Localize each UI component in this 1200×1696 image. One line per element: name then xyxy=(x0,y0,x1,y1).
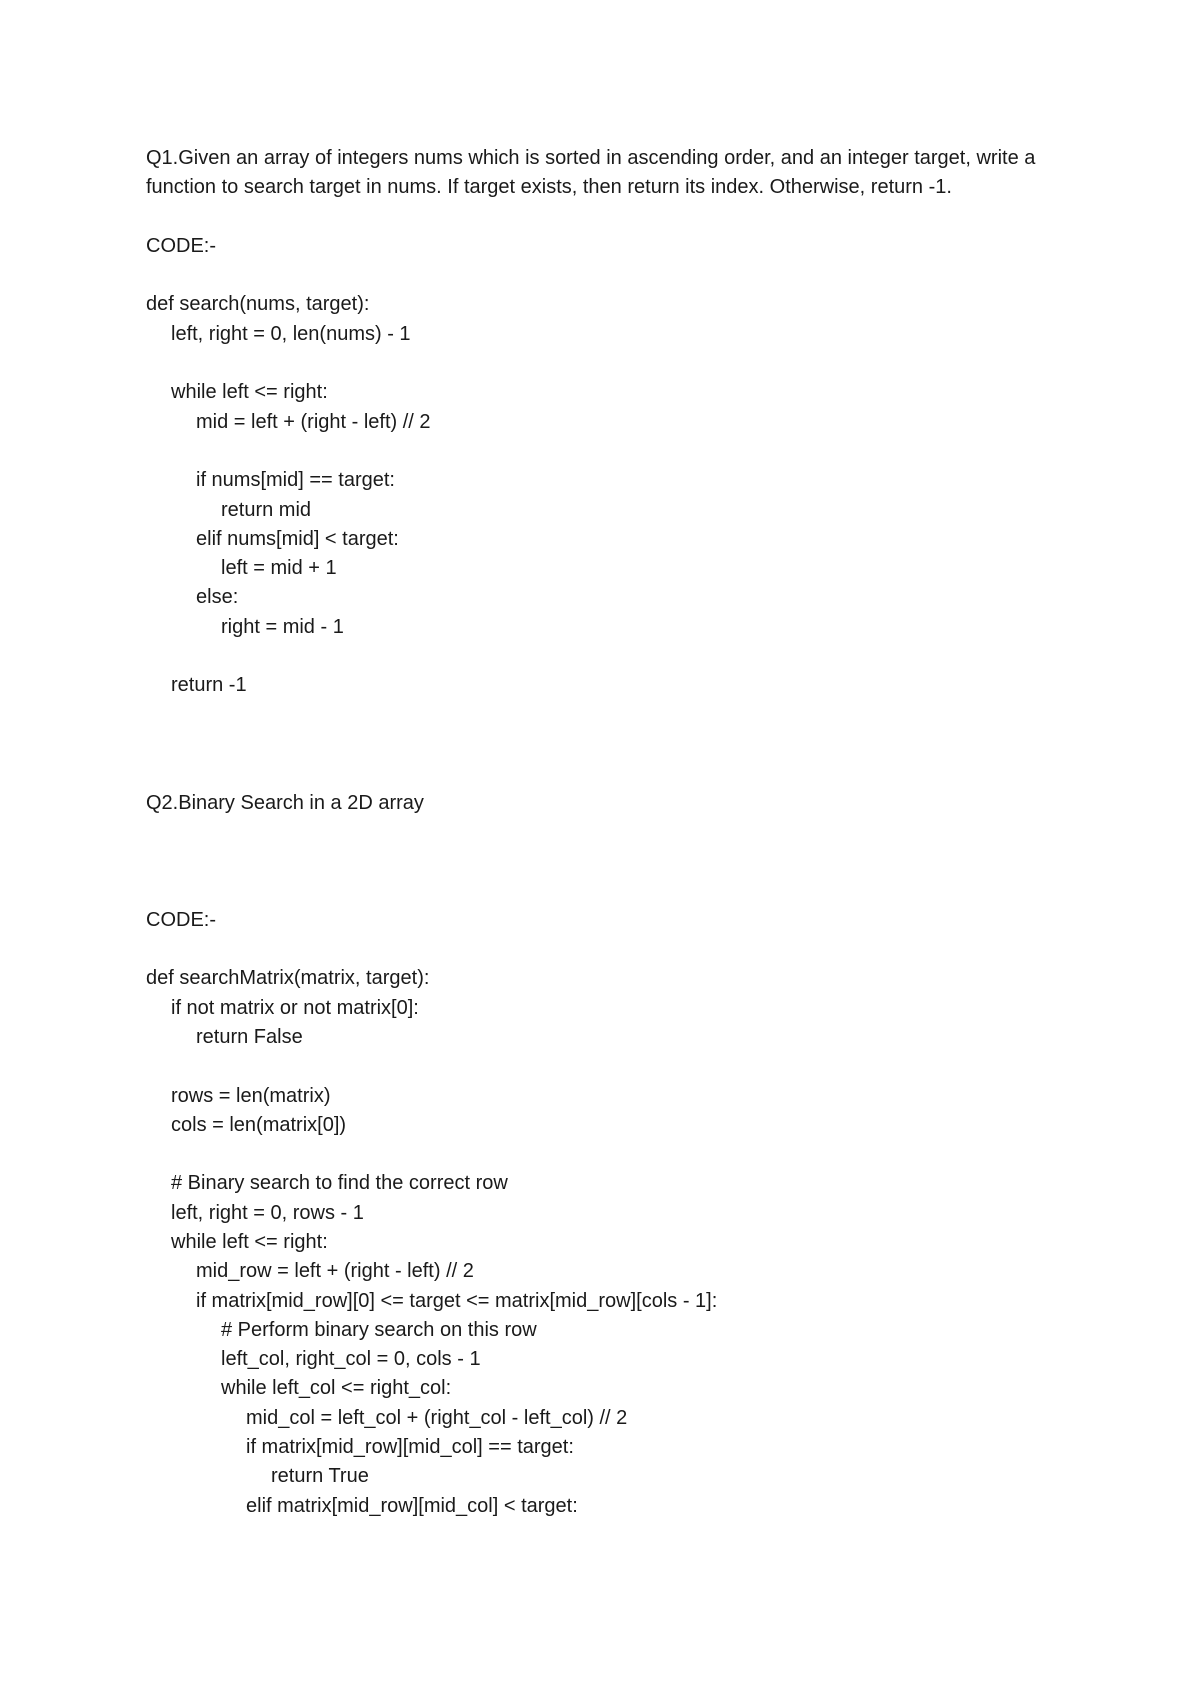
q2-code-block xyxy=(146,964,1066,1521)
code-line: left_col, right_col = 0, cols - 1 xyxy=(221,1348,481,1371)
code-line: while left <= right: xyxy=(171,1230,328,1253)
code-line xyxy=(146,1140,1066,1169)
q1-question: Q1.Given an array of integers nums which is sorted in ascending order, and an integer target, write a function to search target in nums. If target exists, then return its index. Otherwise, return -1. xyxy=(146,147,1041,199)
code-line: return False xyxy=(196,1025,303,1048)
spacer xyxy=(146,759,1066,788)
code-line: def search(nums, target): xyxy=(146,293,370,316)
spacer xyxy=(146,261,1066,290)
code-line: if matrix[mid_row][mid_col] == target: xyxy=(246,1436,574,1459)
q2-question: Q2.Binary Search in a 2D array xyxy=(146,791,424,814)
code-line: # Perform binary search on this row xyxy=(221,1318,537,1341)
code-line: else: xyxy=(196,586,239,609)
code-line: if nums[mid] == target: xyxy=(196,469,395,492)
code-line: right = mid - 1 xyxy=(221,615,344,638)
code-line: cols = len(matrix[0]) xyxy=(171,1113,347,1136)
document-content xyxy=(146,144,1066,1521)
spacer xyxy=(146,203,1066,232)
spacer xyxy=(146,876,1066,905)
code-line: mid_row = left + (right - left) // 2 xyxy=(196,1260,474,1283)
code-line: return -1 xyxy=(171,674,247,697)
code-line: elif matrix[mid_row][mid_col] < target: xyxy=(246,1494,578,1517)
code-line xyxy=(146,349,1066,378)
code-line: left, right = 0, len(nums) - 1 xyxy=(171,322,411,345)
code-line: while left_col <= right_col: xyxy=(221,1377,452,1400)
code-line xyxy=(146,1052,1066,1081)
spacer xyxy=(146,818,1066,847)
q1-code-block xyxy=(146,290,1066,700)
code-line: if matrix[mid_row][0] <= target <= matrix[mid_row][cols - 1]: xyxy=(196,1289,718,1312)
code-line: mid_col = left_col + (right_col - left_col) // 2 xyxy=(246,1406,628,1429)
spacer xyxy=(146,730,1066,759)
code-line: return mid xyxy=(221,498,312,521)
code-line: # Binary search to find the correct row xyxy=(171,1172,508,1195)
code-line: if not matrix or not matrix[0]: xyxy=(171,996,419,1019)
code-line: left, right = 0, rows - 1 xyxy=(171,1201,364,1224)
code-line: return True xyxy=(271,1465,369,1488)
code-line xyxy=(146,642,1066,671)
code-line: def searchMatrix(matrix, target): xyxy=(146,967,430,990)
code-line: left = mid + 1 xyxy=(221,557,337,580)
code-line: mid = left + (right - left) // 2 xyxy=(196,410,431,433)
spacer xyxy=(146,935,1066,964)
q1-code-label: CODE:- xyxy=(146,234,216,257)
code-line xyxy=(146,437,1066,466)
code-line: elif nums[mid] < target: xyxy=(196,527,399,550)
q2-code-label: CODE:- xyxy=(146,908,216,931)
code-line: while left <= right: xyxy=(171,381,328,404)
spacer xyxy=(146,701,1066,730)
spacer xyxy=(146,847,1066,876)
code-line: rows = len(matrix) xyxy=(171,1084,331,1107)
